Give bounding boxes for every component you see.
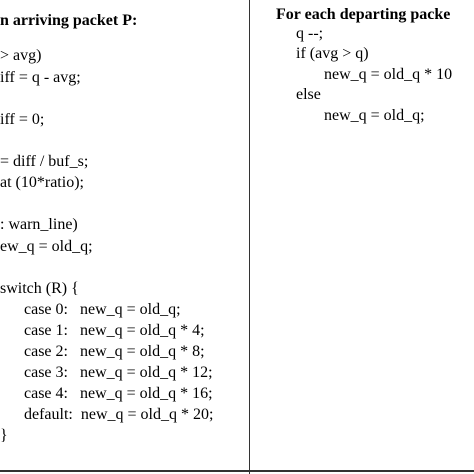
code-line: new_q = old_q * 10	[324, 66, 453, 83]
left-heading: n arriving packet P:	[0, 12, 138, 29]
code-line: case 0: new_q = old_q;	[24, 301, 181, 318]
code-line: > avg)	[0, 47, 42, 64]
bottom-border	[0, 470, 474, 472]
code-line: iff = 0;	[0, 111, 45, 128]
right-heading: For each departing packe	[276, 6, 451, 23]
code-line: : warn_line)	[0, 216, 78, 233]
code-line: at (10*ratio);	[0, 174, 84, 191]
code-line: switch (R) {	[0, 280, 79, 297]
code-line: default: new_q = old_q * 20;	[24, 406, 214, 423]
code-line: q --;	[296, 25, 324, 42]
code-line: case 2: new_q = old_q * 8;	[24, 343, 205, 360]
code-line: else	[296, 86, 321, 103]
code-line: if (avg > q)	[296, 45, 369, 62]
code-line: }	[0, 427, 8, 444]
code-line: case 1: new_q = old_q * 4;	[24, 322, 205, 339]
code-line: new_q = old_q;	[324, 107, 425, 124]
right-code-panel	[252, 0, 474, 474]
code-line: = diff / buf_s;	[0, 153, 89, 170]
code-line: ew_q = old_q;	[0, 238, 93, 255]
code-line: case 4: new_q = old_q * 16;	[24, 385, 213, 402]
code-line: case 3: new_q = old_q * 12;	[24, 364, 213, 381]
code-line: iff = q - avg;	[0, 69, 81, 86]
